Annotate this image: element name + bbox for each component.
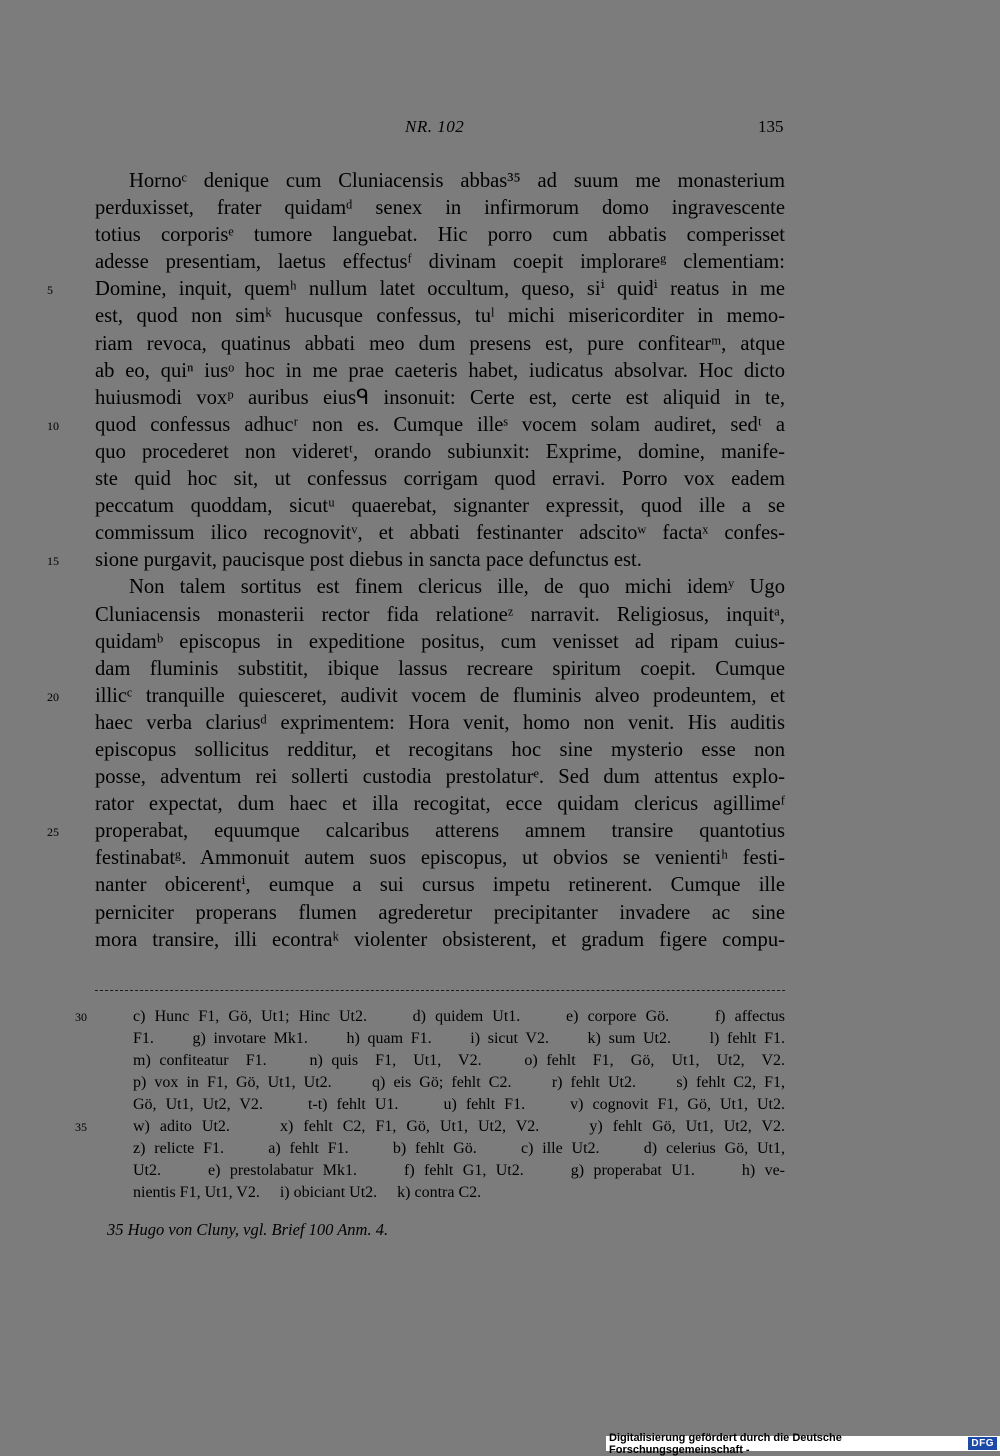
line-text: Non talem sortitus est finem clericus ille, de quo michi idemʸ Ugo — [129, 576, 785, 599]
text-line — [95, 574, 785, 601]
text-line — [95, 358, 785, 385]
line-text: Domine, inquit, quemʰ nullum latet occultum, queso, siⁱ quidⁱ reatus in me — [95, 278, 785, 301]
text-line — [95, 385, 785, 412]
apparatus-line — [95, 1182, 785, 1204]
digitization-credit — [606, 1431, 1000, 1456]
line-text: quod confessus adhucʳ non es. Cumque illeˢ vocem solam audiret, sedᵗ a — [95, 413, 785, 436]
text-line — [95, 331, 785, 358]
commentary-note: 35 Hugo von Cluny, vgl. Brief 100 Anm. 4. — [107, 1220, 389, 1239]
apparatus-line — [95, 1050, 785, 1072]
text-line — [95, 764, 785, 791]
apparatus-text: Ut2. e) prestolabatur Mk1. f) fehlt G1, Ut2. g) properabat U1. h) ve- — [133, 1162, 785, 1179]
line-text: riam revoca, quatinus abbati meo dum presens est, pure confitearᵐ, atque — [95, 332, 785, 355]
critical-apparatus — [75, 1006, 785, 1204]
text-line — [47, 683, 785, 710]
text-line — [95, 927, 785, 954]
text-line — [95, 439, 785, 466]
text-line — [47, 276, 785, 303]
page-number: 135 — [758, 117, 784, 136]
line-text: perniciter properans flumen agrederetur precipitanter invadere ac sine — [95, 901, 785, 924]
line-number: 30 — [75, 1010, 87, 1024]
apparatus-line — [95, 1072, 785, 1094]
line-text: illicᶜ tranquille quiesceret, audivit vocem de fluminis alveo prodeuntem, et — [95, 684, 785, 707]
line-text: perduxisset, frater quidamᵈ senex in infirmorum domo ingravescente — [95, 197, 785, 220]
line-number: 25 — [47, 825, 59, 840]
line-number: 15 — [47, 554, 59, 569]
line-text: properabat, equumque calcaribus atterens amnem transire quantotius — [95, 820, 785, 843]
line-text: commissum ilico recognovitᵛ, et abbati festinanter adscitoʷ factaˣ confes- — [95, 522, 785, 545]
line-text: ab eo, quiⁿ iusᵒ hoc in me prae caeteris habet, iudicatus absolvar. Hoc dicto — [95, 359, 785, 382]
line-text: totius corporisᵉ tumore languebat. Hic porro cum abbatis comperisset — [95, 224, 785, 247]
apparatus-line — [75, 1116, 785, 1138]
page-header-title: NR. 102 — [405, 117, 465, 136]
line-text: est, quod non simᵏ hucusque confessus, tuˡ michi misericorditer in memo- — [95, 305, 785, 328]
line-number: 20 — [47, 689, 59, 704]
apparatus-line — [95, 1160, 785, 1182]
credit-text: Digitalisierung gefördert durch die Deutsche Forschungsgemeinschaft - — [609, 1431, 842, 1456]
line-text: Cluniacensis monasterii rector fida relationeᶻ narravit. Religiosus, inquitᵃ, — [95, 603, 785, 626]
text-line — [47, 547, 785, 574]
line-text: quidamᵇ episcopus in expeditione positus, cum venisset ad ripam cuius- — [95, 630, 785, 653]
text-line — [95, 872, 785, 899]
line-number: 35 — [75, 1120, 87, 1134]
main-text — [47, 168, 785, 954]
line-text: haec verba clariusᵈ exprimentem: Hora venit, homo non venit. His auditis — [95, 711, 785, 734]
line-text: Hornoᶜ denique cum Cluniacensis abbas³⁵ ad suum me monasterium — [129, 170, 785, 192]
apparatus-line — [95, 1138, 785, 1160]
text-line — [95, 168, 785, 195]
line-text: adesse presentiam, laetus effectusᶠ divinam coepit implorareᵍ clementiam: — [95, 251, 785, 274]
footnote-divider — [95, 990, 785, 991]
text-line — [95, 900, 785, 927]
text-line — [95, 737, 785, 764]
text-line — [95, 656, 785, 683]
text-line — [95, 303, 785, 330]
line-text: posse, adventum rei sollerti custodia prestolaturᵉ. Sed dum attentus explo- — [95, 766, 785, 789]
line-text: mora transire, illi econtraᵏ violenter obsisterent, et gradum figere compu- — [95, 928, 785, 951]
text-line — [95, 195, 785, 222]
apparatus-text: nientis F1, Ut1, V2. i) obiciant Ut2. k) contra C2. — [133, 1184, 482, 1201]
apparatus-text: c) Hunc F1, Gö, Ut1; Hinc Ut2. d) quidem Ut1. e) corpore Gö. f) affectus — [133, 1008, 785, 1025]
line-number: 5 — [47, 283, 53, 298]
line-number: 10 — [47, 418, 59, 433]
line-text: festinabatᵍ. Ammonuit autem suos episcopus, ut obvios se venientiʰ festi- — [95, 847, 785, 870]
line-text: huiusmodi voxᵖ auribus eiusᑫ insonuit: Certe est, certe est aliquid in te, — [95, 386, 785, 409]
line-text: sione purgavit, paucisque post diebus in sancta pace defunctus est. — [95, 549, 642, 572]
line-text: peccatum quoddam, sicutᵘ quaerebat, signanter expressit, quod ille a se — [95, 495, 785, 518]
text-line — [95, 710, 785, 737]
text-line — [95, 222, 785, 249]
text-line — [95, 602, 785, 629]
apparatus-text: w) adito Ut2. x) fehlt C2, F1, Gö, Ut1, Ut2, V2. y) fehlt Gö, Ut1, Ut2, V2. — [133, 1118, 785, 1135]
text-line — [95, 466, 785, 493]
line-text: nanter obicerentⁱ, eumque a sui cursus impetu retinerent. Cumque ille — [95, 874, 785, 897]
apparatus-line — [95, 1094, 785, 1116]
text-line — [47, 818, 785, 845]
line-text: ste quid hoc sit, ut confessus corrigam quod erravi. Porro vox eadem — [95, 468, 785, 491]
apparatus-text: F1. g) invotare Mk1. h) quam F1. i) sicut V2. k) sum Ut2. l) fehlt F1. — [133, 1030, 785, 1047]
apparatus-text: Gö, Ut1, Ut2, V2. t-t) fehlt U1. u) fehlt F1. v) cognovit F1, Gö, Ut1, Ut2. — [133, 1096, 785, 1113]
text-line — [95, 791, 785, 818]
apparatus-text: m) confiteatur F1. n) quis F1, Ut1, V2. o) fehlt F1, Gö, Ut1, Ut2, V2. — [133, 1052, 785, 1069]
text-line — [95, 845, 785, 872]
apparatus-text: z) relicte F1. a) fehlt F1. b) fehlt Gö. c) ille Ut2. d) celerius Gö, Ut1, — [133, 1140, 785, 1157]
text-line — [47, 412, 785, 439]
apparatus-text: p) vox in F1, Gö, Ut1, Ut2. q) eis Gö; fehlt C2. r) fehlt Ut2. s) fehlt C2, F1, — [133, 1074, 785, 1091]
apparatus-line — [75, 1006, 785, 1028]
line-text: rator expectat, dum haec et illa recogitat, ecce quidam clericus agillimeᶠ — [95, 793, 785, 816]
dfg-logo: DFG — [968, 1437, 997, 1450]
line-text: episcopus sollicitus redditur, et recogitans hoc sine mysterio esse non — [95, 738, 785, 761]
text-line — [95, 249, 785, 276]
text-line — [95, 629, 785, 656]
text-line — [95, 520, 785, 547]
line-text: dam fluminis substitit, ibique lassus recreare spiritum coepit. Cumque — [95, 657, 785, 680]
line-text: quo procederet non videretᵗ, orando subiunxit: Exprime, domine, manife- — [95, 440, 785, 463]
text-line — [95, 493, 785, 520]
apparatus-line — [95, 1028, 785, 1050]
